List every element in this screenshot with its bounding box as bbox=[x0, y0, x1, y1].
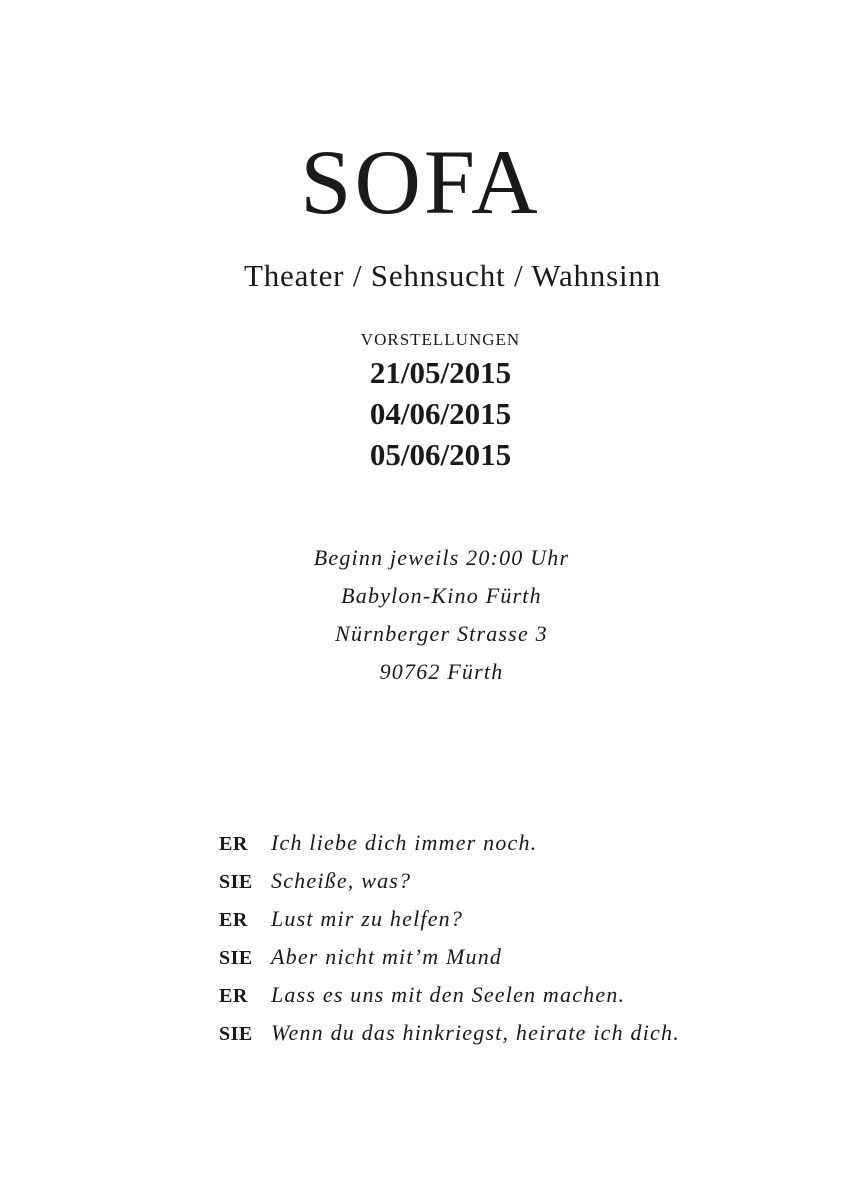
speaker-label: ER bbox=[219, 985, 248, 1007]
venue-city: 90762 Fürth bbox=[379, 659, 504, 684]
poster-title: SOFA bbox=[300, 131, 541, 233]
speaker-label: SIE bbox=[219, 1023, 253, 1045]
dialogue-excerpt bbox=[219, 824, 779, 1052]
poster-subtitle: Theater / Sehnsucht / Wahnsinn bbox=[244, 258, 661, 293]
speaker-label: ER bbox=[219, 833, 248, 855]
dialogue-text: Scheiße, was? bbox=[271, 868, 412, 893]
dialogue-line bbox=[219, 976, 779, 1014]
dialogue-line bbox=[219, 824, 779, 862]
dialogue-text: Lust mir zu helfen? bbox=[271, 906, 464, 931]
speaker-label: SIE bbox=[219, 871, 253, 893]
dialogue-line bbox=[219, 1014, 779, 1052]
dialogue-line bbox=[219, 900, 779, 938]
venue-name: Babylon-Kino Fürth bbox=[341, 583, 542, 608]
performance-date: 21/05/2015 bbox=[369, 355, 512, 390]
dialogue-text: Aber nicht mit’m Mund bbox=[271, 944, 503, 969]
dialogue-text: Lass es uns mit den Seelen machen. bbox=[271, 982, 626, 1007]
performance-date: 05/06/2015 bbox=[369, 437, 512, 472]
performance-dates bbox=[0, 352, 841, 475]
performance-date: 04/06/2015 bbox=[369, 396, 512, 431]
dialogue-line bbox=[219, 862, 779, 900]
speaker-label: SIE bbox=[219, 947, 253, 969]
dialogue-text: Ich liebe dich immer noch. bbox=[271, 830, 538, 855]
start-time: Beginn jeweils 20:00 Uhr bbox=[313, 545, 570, 570]
performances-label: VORSTELLUNGEN bbox=[360, 330, 521, 349]
venue-info bbox=[0, 539, 841, 691]
speaker-label: ER bbox=[219, 909, 248, 931]
venue-street: Nürnberger Strasse 3 bbox=[335, 621, 548, 646]
dialogue-text: Wenn du das hinkriegst, heirate ich dich. bbox=[271, 1020, 680, 1045]
dialogue-line bbox=[219, 938, 779, 976]
